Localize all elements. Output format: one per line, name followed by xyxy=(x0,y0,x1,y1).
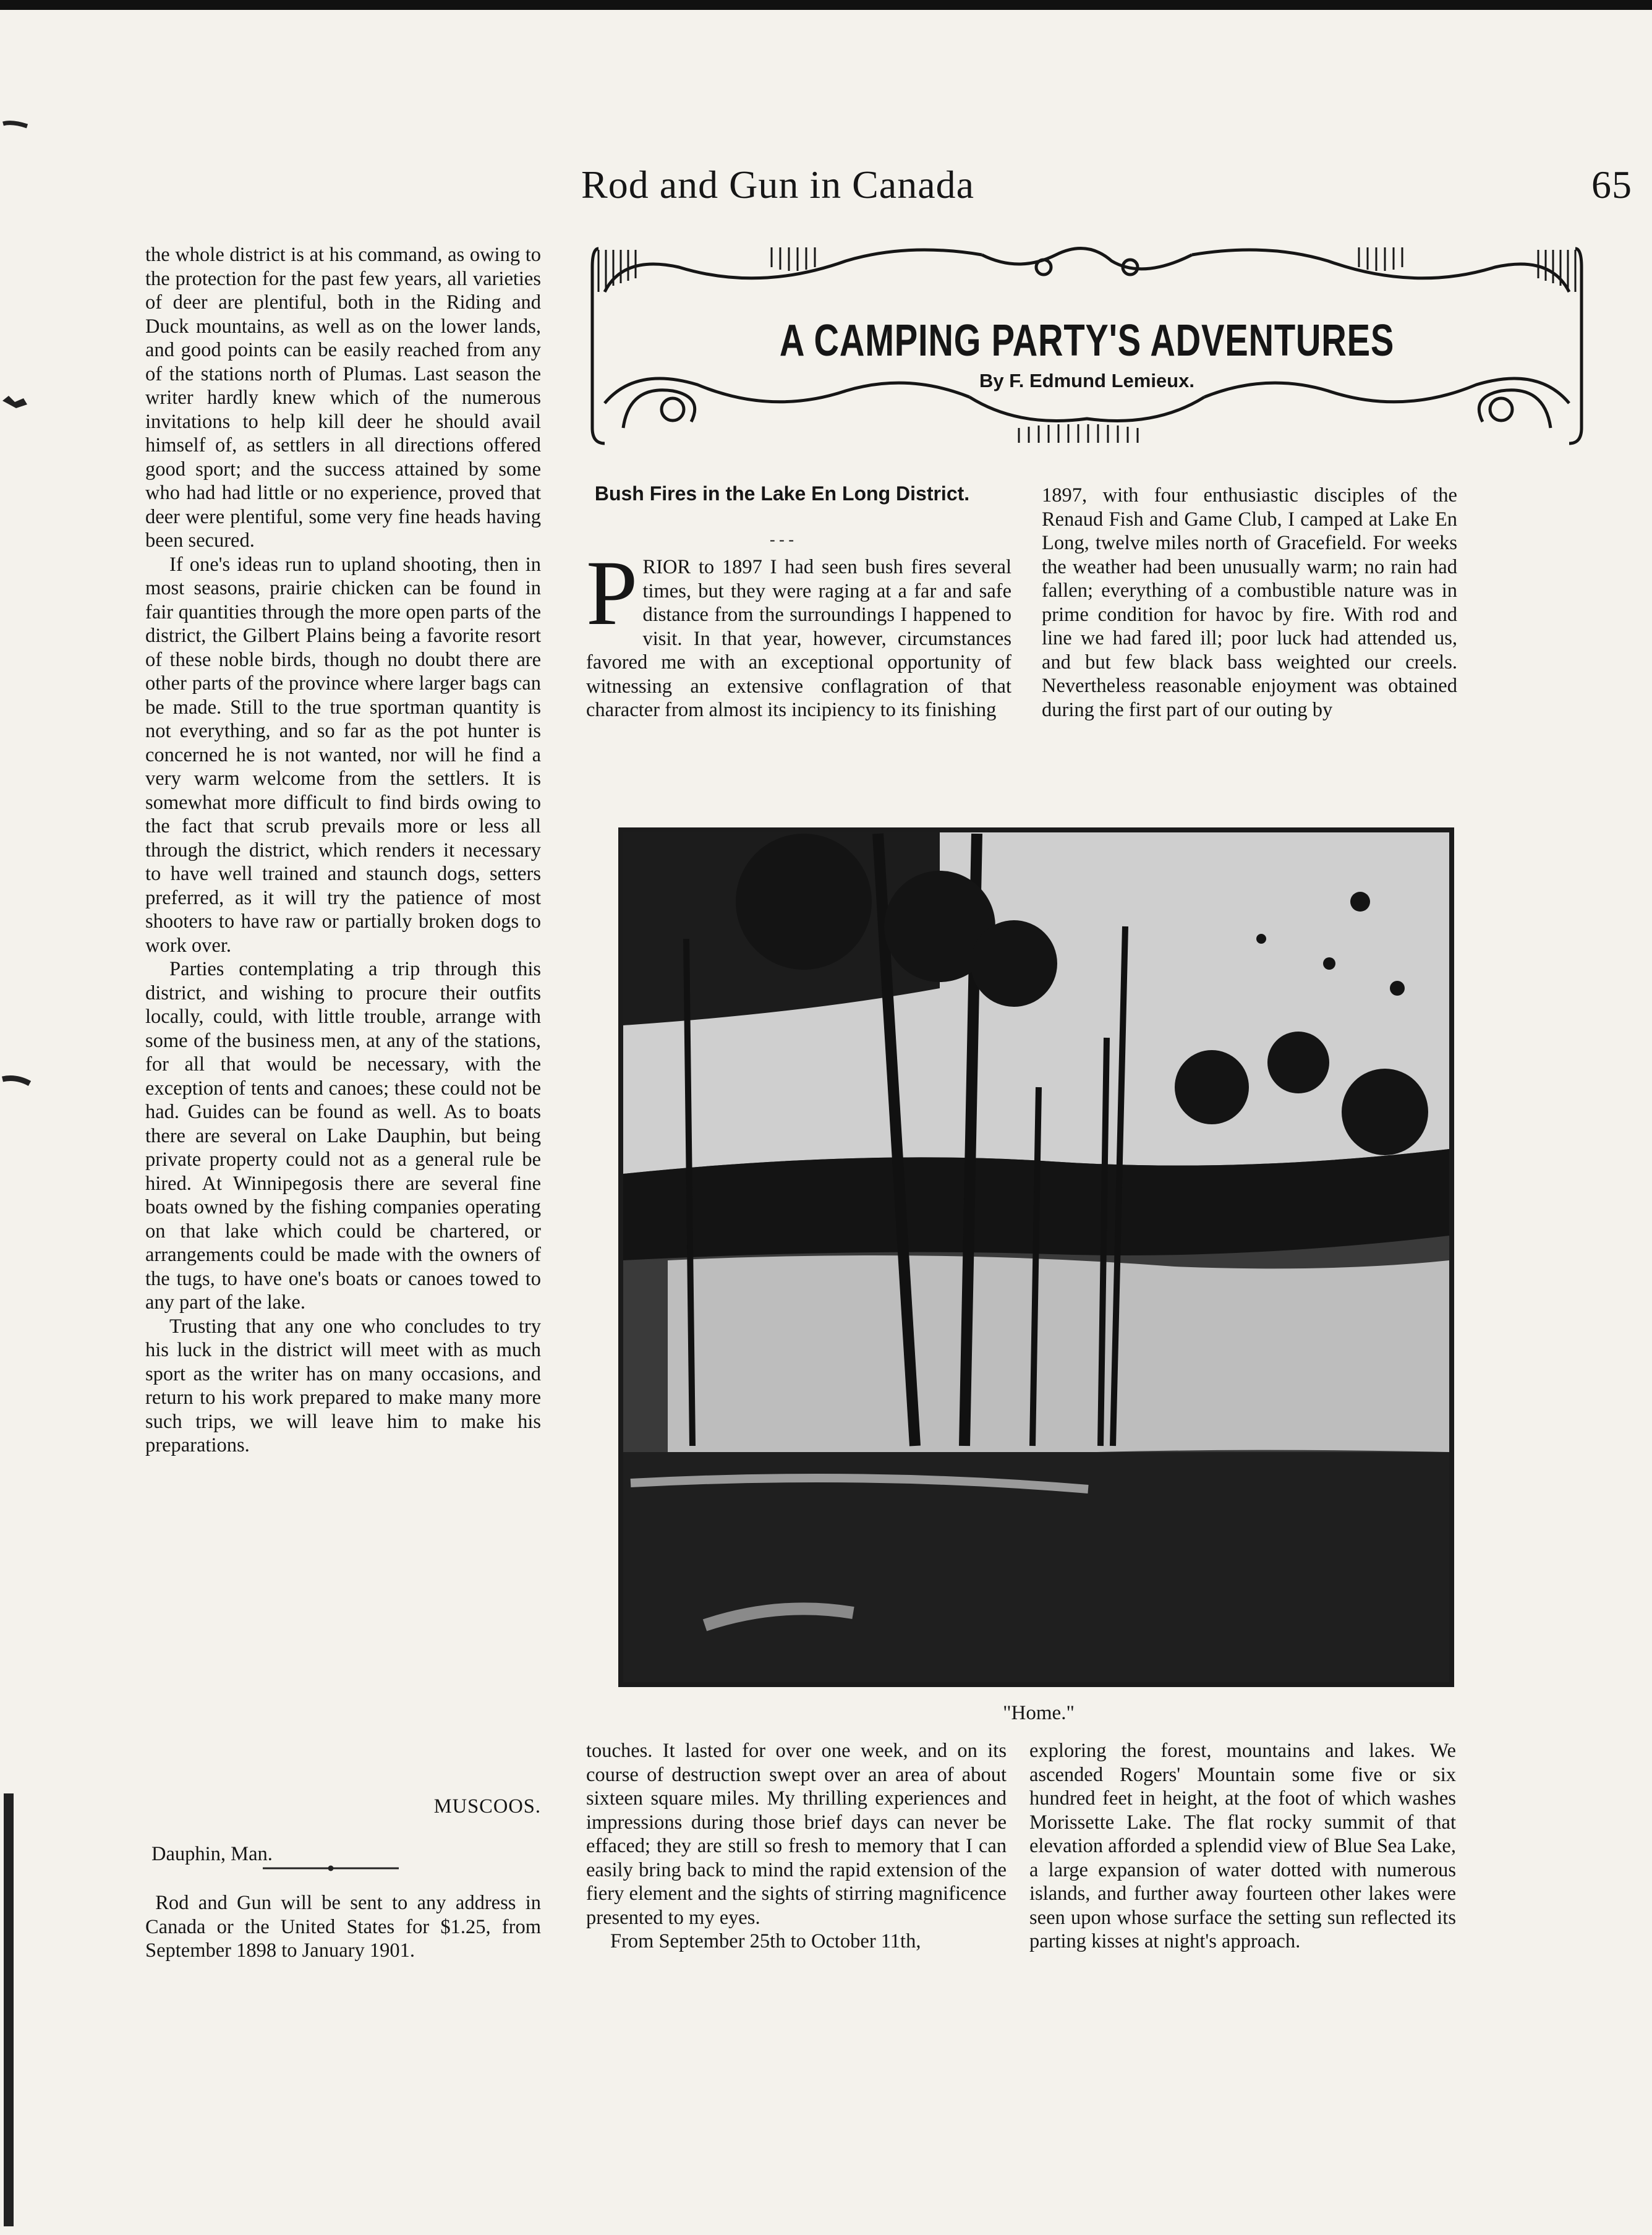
divider-ornament xyxy=(263,1865,399,1871)
page-top-edge xyxy=(0,0,1652,10)
dateline-place: Dauphin, Man. xyxy=(151,1842,273,1865)
subscription-notice-text: Rod and Gun will be sent to any address in Canada or the United States for $1.25, from September 1898 to January 1901. xyxy=(145,1892,541,1962)
left-column xyxy=(145,243,541,1458)
article-signoff xyxy=(145,1795,541,1866)
lake-photograph xyxy=(618,827,1454,1687)
article-title: A CAMPING PARTY'S ADVENTURES xyxy=(779,316,1395,365)
binding-edge-mark xyxy=(4,1793,14,2226)
article-title-banner xyxy=(586,242,1588,450)
subscription-notice xyxy=(145,1891,541,1963)
article-byline: By F. Edmund Lemieux. xyxy=(979,370,1194,391)
left-paragraph: If one's ideas run to upland shooting, then in most seasons, prairie chicken can be found in fair quantities through the more open parts of the district, the Gilbert Plains being a favorite resort of these noble birds, though no doubt there are other parts of the province where larger bags can be made. Still to the true sportman quantity is not everything, and so far as the pot hunter is concerned he is not wanted, nor will he find a very warm welcome from the settlers. It is somewhat more difficult to find birds owing to the fact that scrub prevails more or less all through the district, which renders it necessary to have well trained and staunch dogs, setters preferred, as it will try the patience of most shooters to have raw or partially broken dogs to work over. xyxy=(145,553,541,957)
subhead-separator: - - - xyxy=(770,531,794,549)
article-paragraph: 1897, with four enthusiastic disciples of the Renaud Fish and Game Club, I camped at Lake En Long, twelve miles north of Gracefield. For weeks the weather had been unusually warm; no rain had fallen; everything of a combustible nature was in prime condition for havoc by fire. With rod and line we had fared ill; poor luck had attended us, and but few black bass weighted our creels. Nevertheless reasonable enjoyment was obtained during the first part of our outing by xyxy=(1042,484,1457,721)
article-column-middle-bottom xyxy=(586,1739,1007,1954)
photo-caption: "Home." xyxy=(1003,1702,1075,1724)
article-paragraph: From September 25th to October 11th, xyxy=(610,1930,921,1952)
publication-title: Rod and Gun in Canada xyxy=(581,163,974,207)
article-opening-text: RIOR to 1897 I had seen bush fires several times, but they were raging at a far and safe distance from the surroundings I happened to visit. In that year, however, circumstances favored me with an exceptional opportunity of witnessing an extensive conflagration of that character from almost its incipiency to its finishing xyxy=(586,556,1011,721)
article-paragraph: exploring the forest, mountains and lakes. We ascended Rogers' Mountain some five or six hundred feet in height, at the foot of which washes Morissette Lake. The flat rocky summit of that elevation afforded a splendid view of Blue Sea Lake, a large expansion of water dotted with numerous islands, and further away fourteen other lakes were seen upon whose surface the setting sun reflected its parting kisses at night's approach. xyxy=(1029,1740,1456,1952)
left-paragraph: Trusting that any one who concludes to try his luck in the district will meet with as much sport as the writer has on many occasions, and return to his work prepared to make many more such trips, we will leave him to make his preparations. xyxy=(145,1315,541,1456)
drop-cap: P xyxy=(586,542,638,644)
left-paragraph: the whole district is at his command, as owing to the protection for the past few years, all varieties of deer are plentiful, both in the Riding and Duck mountains, as well as on the lower lands, and good points can be easily reached from any of the stations north of Plumas. Last season the writer hardly knew which of the numerous invitations to help kill deer he should avail himself of, as settlers in all directions offered good sport; and the success attained by some who had had little or no experience, proved that deer were plentiful, some very fine heads having been secured. xyxy=(145,244,541,552)
article-column-middle-top xyxy=(586,542,1011,722)
left-paragraph: Parties contemplating a trip through this district, and wishing to procure their outfits locally, could, with little trouble, arrange with some of the business men, at any of the stations, for all that would be necessary, with the exception of tents and canoes; these could not be had. Guides can be found as well. As to boats there are several on Lake Dauphin, but being private property could not as a general rule be hired. At Winnipegosis there are several fine boats owned by the fishing companies operating on that lake which could be chartered, or arrangements could be made with the owners of the tugs, to have one's boats or canoes towed to any part of the lake. xyxy=(145,958,541,1314)
article-column-right-bottom xyxy=(1029,1739,1456,1954)
article-column-right-top xyxy=(1042,484,1457,722)
section-subhead: Bush Fires in the Lake En Long District. xyxy=(594,482,970,505)
article-opening-paragraph xyxy=(586,542,1011,722)
author-signature: MUSCOOS. xyxy=(433,1795,541,1818)
page-number: 65 xyxy=(1591,163,1632,207)
article-paragraph: touches. It lasted for over one week, and on its course of destruction swept over an area of about sixteen square miles. My thrilling experiences and impressions during those brief days can never be effaced; they are still so fresh to memory that I can easily bring back to mind the rapid extension of the fiery element and the sights of stirring magnificence presented to my eyes. xyxy=(586,1740,1007,1929)
